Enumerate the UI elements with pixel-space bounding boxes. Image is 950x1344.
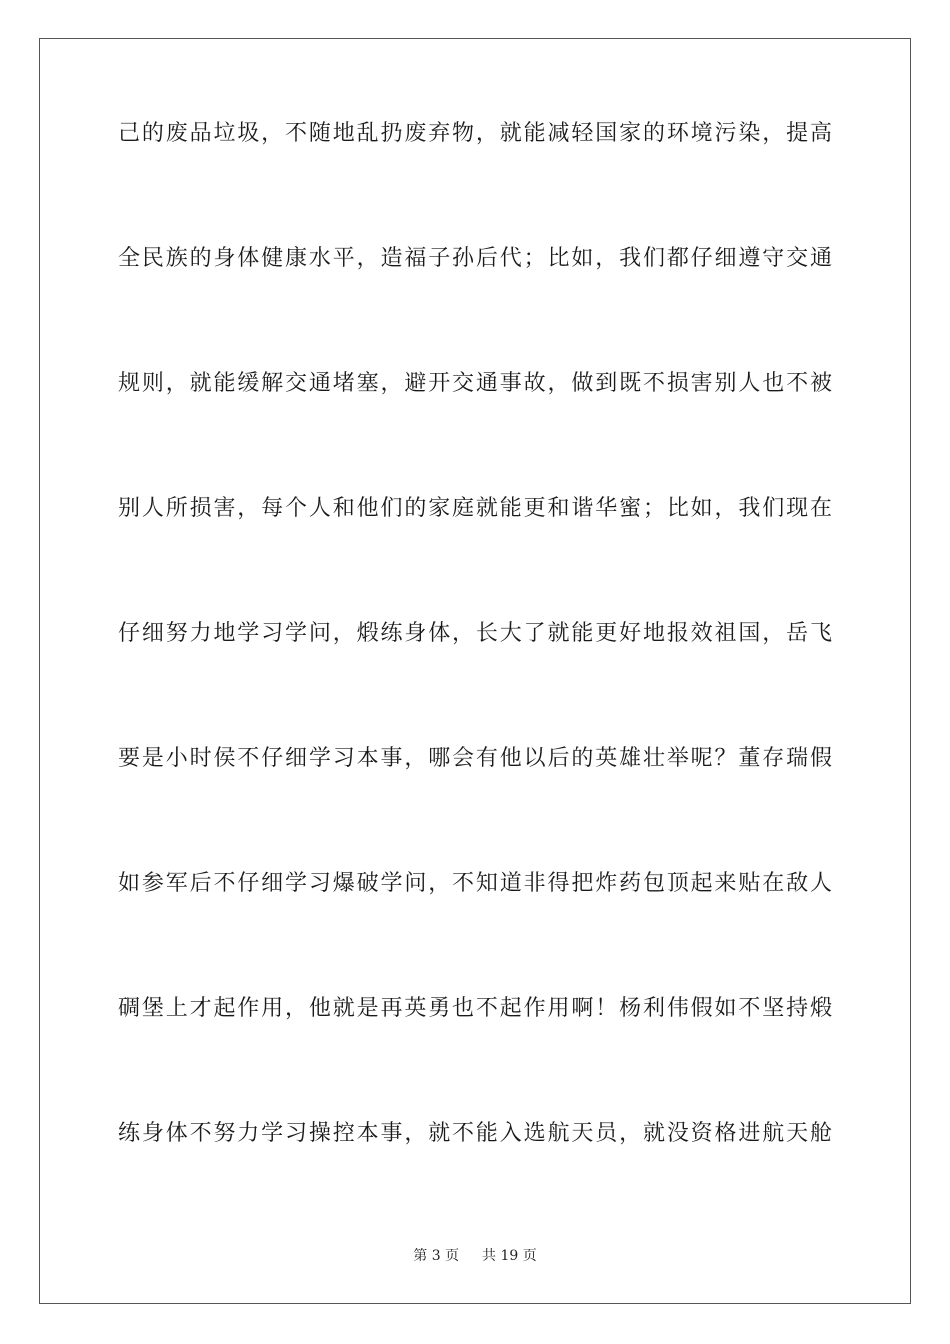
paragraph-line: 己的废品垃圾，不随地乱扔废弃物，就能减轻国家的环境污染，提高	[118, 121, 832, 146]
document-body	[118, 121, 832, 1259]
paragraph-line: 别人所损害，每个人和他们的家庭就能更和谐华蜜；比如，我们现在	[118, 496, 832, 521]
paragraph-line: 要是小时侯不仔细学习本事，哪会有他以后的英雄壮举呢？董存瑞假	[118, 746, 832, 771]
paragraph-line: 如参军后不仔细学习爆破学问，不知道非得把炸药包顶起来贴在敌人	[118, 871, 832, 896]
paragraph-line: 全民族的身体健康水平，造福子孙后代；比如，我们都仔细遵守交通	[118, 246, 832, 271]
page-footer	[0, 1246, 950, 1266]
page-number: 第 3 页	[413, 1248, 460, 1264]
paragraph-line: 仔细努力地学习学问，煅练身体，长大了就能更好地报效祖国，岳飞	[118, 621, 832, 646]
paragraph-line: 碉堡上才起作用，他就是再英勇也不起作用啊！杨利伟假如不坚持煅	[118, 996, 832, 1021]
paragraph-line: 练身体不努力学习操控本事，就不能入选航天员，就没资格进航天舱	[118, 1121, 832, 1146]
paragraph-line: 规则，就能缓解交通堵塞，避开交通事故，做到既不损害别人也不被	[118, 371, 832, 396]
page-total: 共 19 页	[482, 1248, 537, 1264]
